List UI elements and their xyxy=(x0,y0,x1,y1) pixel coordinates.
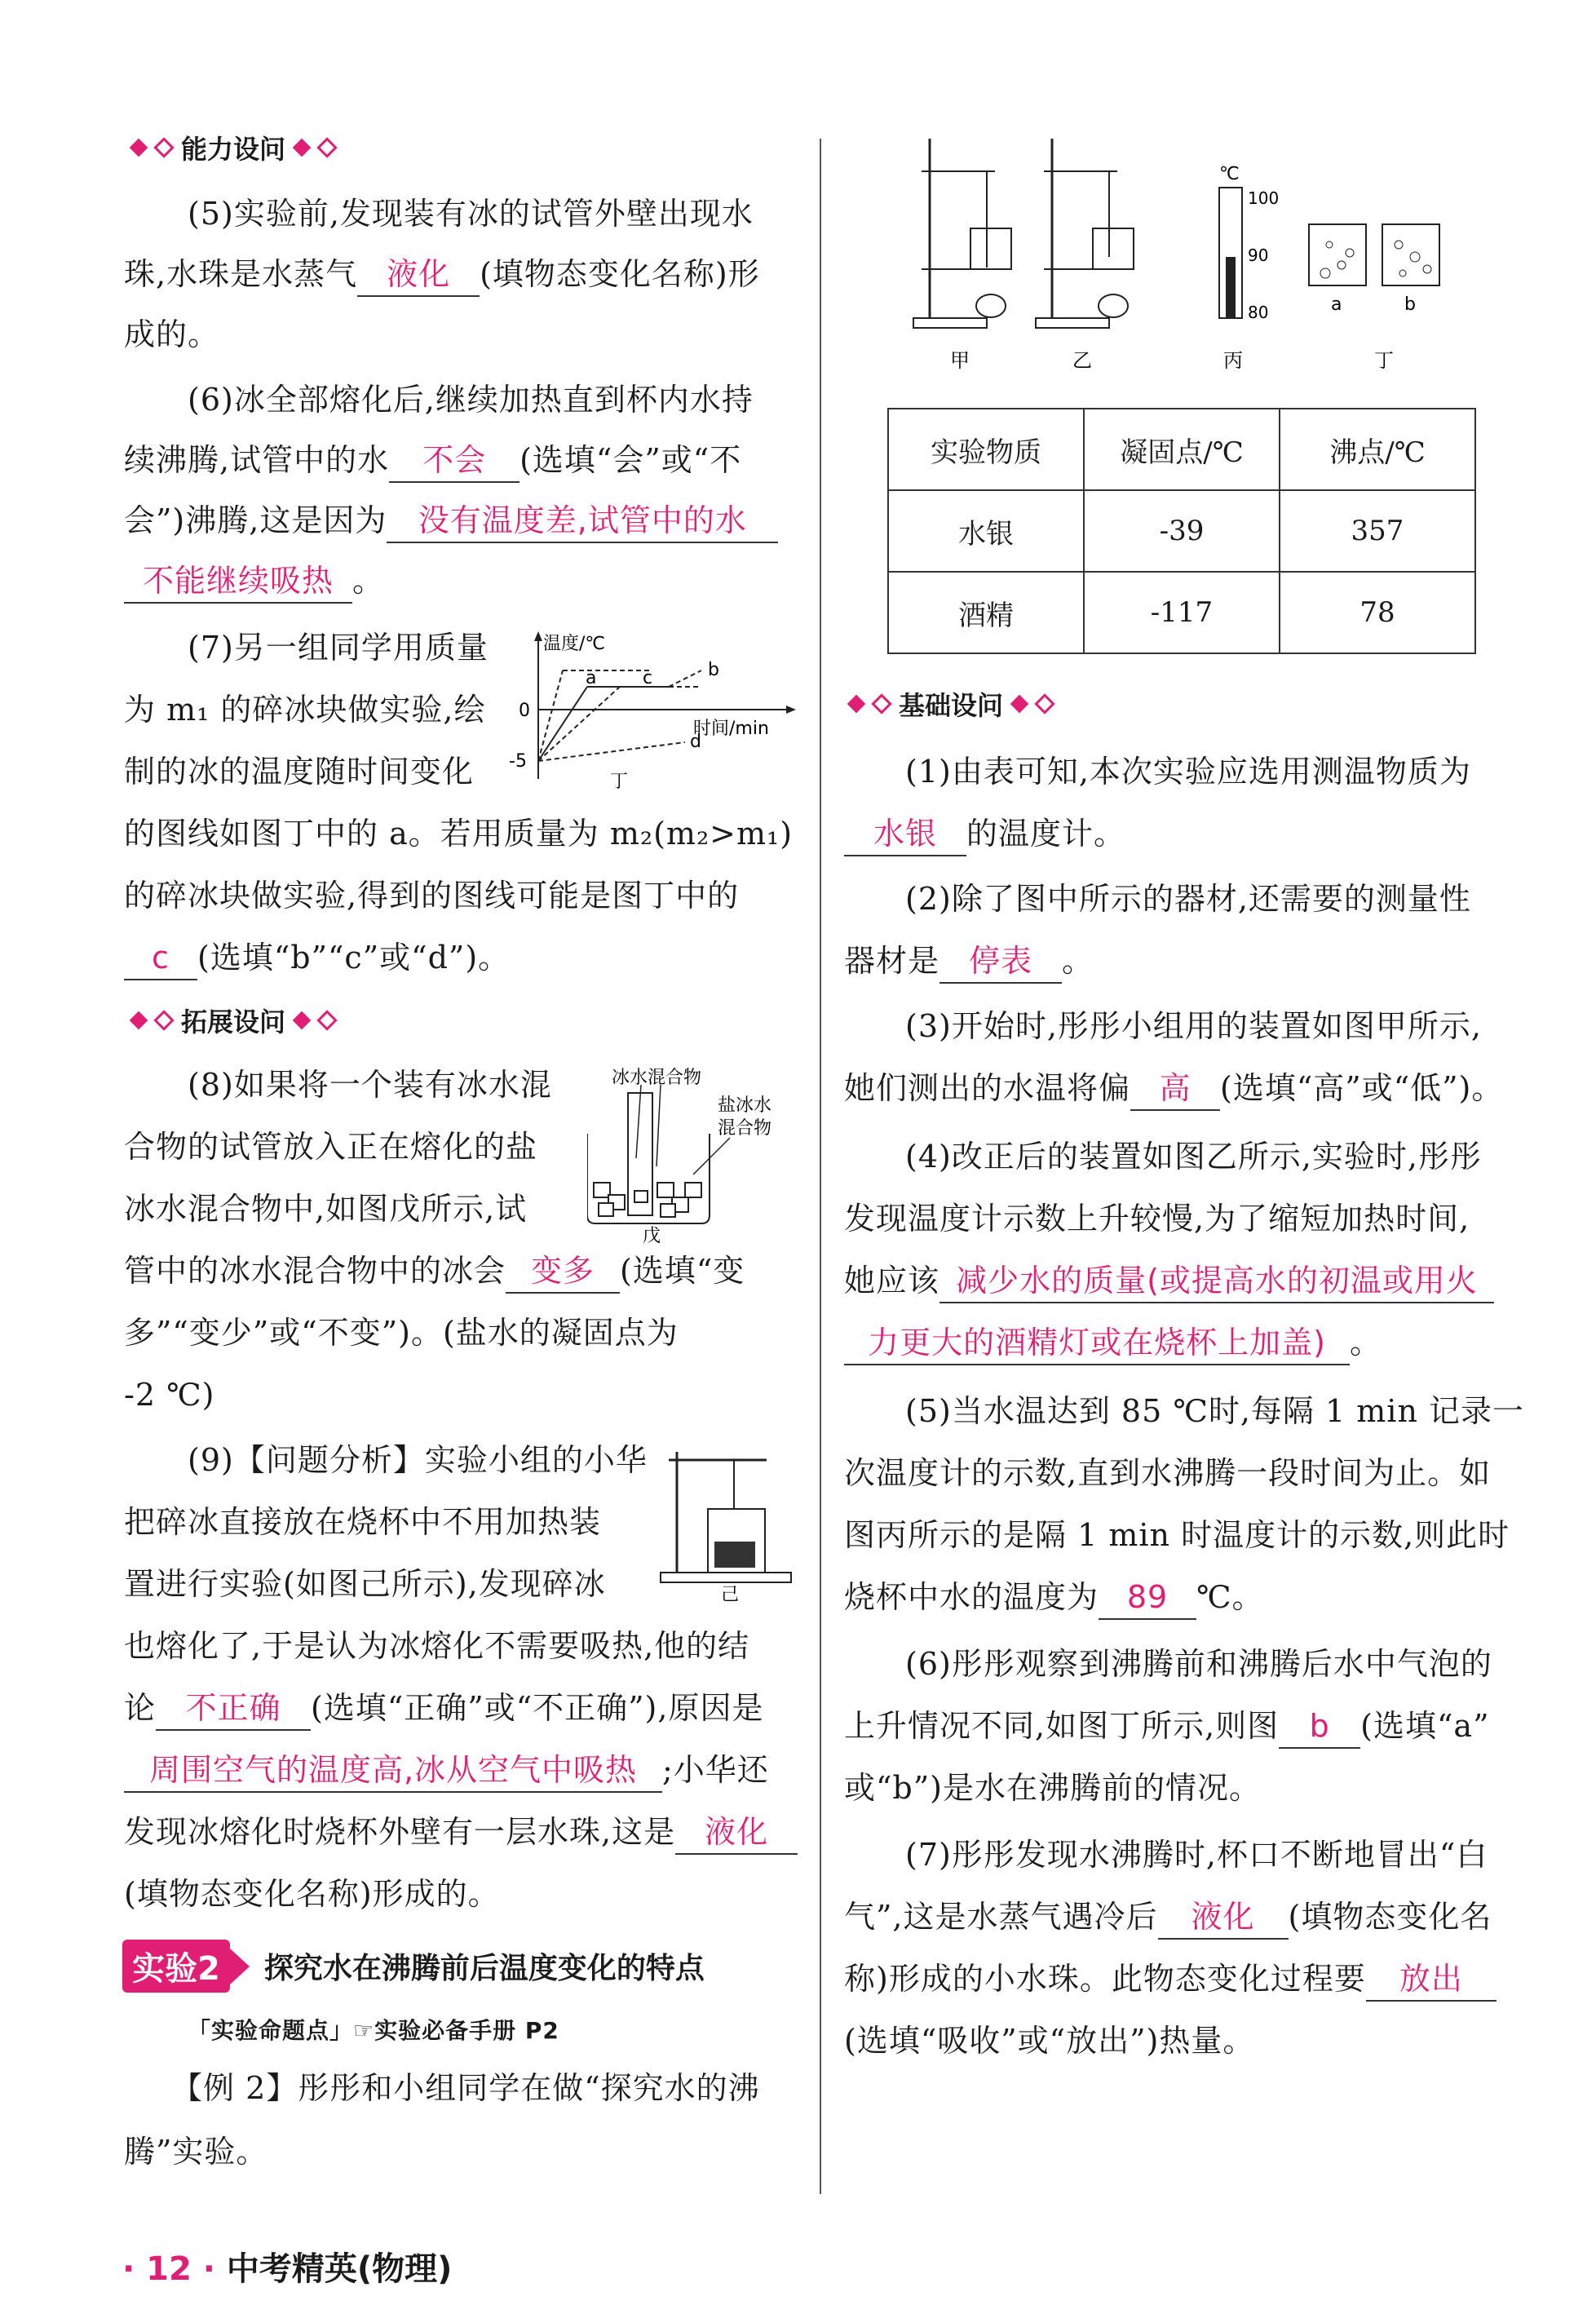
svg-text:b: b xyxy=(1404,294,1416,315)
q7-line4: 的图线如图丁中的 a。若用质量为 m₂(m₂>m₁) xyxy=(124,816,794,852)
section-heading-basic xyxy=(848,685,1054,723)
diamond-icon xyxy=(293,139,312,157)
q8-line1: (8)如果将一个装有冰水混 xyxy=(188,1067,552,1103)
q8-line6: -2 ℃) xyxy=(124,1377,215,1413)
svg-text:a: a xyxy=(586,668,597,688)
r-q2-line2: 器材是 停表 。 xyxy=(844,936,1094,985)
r-q4-line3: 她应该 减少水的质量(或提高水的初温或用火 xyxy=(844,1256,1494,1305)
graph-line-a xyxy=(538,687,587,761)
svg-text:℃: ℃ xyxy=(1219,164,1240,184)
diamond-icon xyxy=(130,1011,148,1030)
r-q6-line3: 或“b”)是水在沸腾前的情况。 xyxy=(844,1770,1262,1806)
diamond-icon xyxy=(847,695,866,714)
ice-salt-figure xyxy=(587,1060,807,1248)
r-q7-line3: 称)形成的小水珠。此物态变化过程要 放出 xyxy=(844,1954,1497,2003)
q8-line4: 管中的冰水混合物中的冰会 变多 (选填“变 xyxy=(124,1246,745,1295)
book-title: 中考精英(物理) xyxy=(226,2250,453,2288)
table-header-row xyxy=(888,409,1475,490)
example2-line2: 腾”实验。 xyxy=(124,2134,268,2170)
graph-ylabel: 温度/℃ xyxy=(543,634,606,654)
answer-blank: 不能继续吸热 xyxy=(124,560,352,604)
svg-text:a: a xyxy=(1331,294,1342,315)
q9-line8: (填物态变化名称)形成的。 xyxy=(124,1876,500,1912)
svg-text:d: d xyxy=(690,732,701,752)
q9-line7: 发现冰熔化时烧杯外壁有一层水珠,这是 液化 xyxy=(124,1807,798,1856)
q7-line1: (7)另一组同学用质量 xyxy=(188,630,489,666)
q7-line2: 为 m₁ 的碎冰块做实验,绘 xyxy=(124,692,486,728)
svg-text:己: 己 xyxy=(721,1585,740,1605)
apparatus-yi xyxy=(1036,139,1134,372)
answer-blank: 液化 xyxy=(357,253,480,297)
graph-xlabel: 时间/min xyxy=(693,719,769,739)
r-q5-line3: 图丙所示的是隔 1 min 时温度计的示数,则此时 xyxy=(844,1517,1510,1553)
q9-line4: 也熔化了,于是认为冰熔化不需要吸热,他的结 xyxy=(124,1628,750,1664)
r-q5-line2: 次温度计的示数,直到水沸腾一段时间为止。如 xyxy=(844,1455,1492,1491)
answer-blank: 水银 xyxy=(844,812,966,856)
q6-line4: 不能继续吸热 。 xyxy=(124,556,384,605)
r-q6-line1: (6)彤彤观察到沸腾前和沸腾后水中气泡的 xyxy=(905,1646,1492,1682)
q5-line1: (5)实验前,发现装有冰的试管外壁出现水 xyxy=(188,196,754,232)
example2-line1: 【例 2】彤彤和小组同学在做“探究水的沸 xyxy=(171,2070,760,2106)
r-q3-line2: 她们测出的水温将偏 高 (选填“高”或“低”)。 xyxy=(844,1064,1503,1113)
diamond-outline-icon xyxy=(153,137,174,157)
q9-line1: (9)【问题分析】实验小组的小华 xyxy=(188,1442,648,1478)
answer-blank: c xyxy=(124,936,197,980)
section-title: 拓展设问 xyxy=(181,1007,286,1037)
svg-text:盐冰水: 盐冰水 xyxy=(718,1095,772,1116)
q5-line2: 珠,水珠是水蒸气 液化 (填物态变化名称)形 xyxy=(124,250,760,299)
diamond-icon xyxy=(1010,695,1029,714)
table-cell: -117 xyxy=(1084,572,1280,653)
q9-line2: 把碎冰直接放在烧杯中不用加热装 xyxy=(124,1504,602,1540)
answer-blank: 没有温度差,试管中的水 xyxy=(387,499,778,543)
q7-line5: 的碎冰块做实验,得到的图线可能是图丁中的 xyxy=(124,878,740,914)
svg-text:c: c xyxy=(643,668,653,688)
q9-line5: 论 不正确 (选填“正确”或“不正确”),原因是 xyxy=(124,1683,763,1732)
svg-text:冰水混合物: 冰水混合物 xyxy=(612,1068,702,1088)
page-footer xyxy=(122,2243,452,2290)
q6-line1: (6)冰全部熔化后,继续加热直到杯内水持 xyxy=(188,382,754,418)
q7-line3: 制的冰的温度随时间变化 xyxy=(124,754,475,790)
answer-blank: 不会 xyxy=(389,439,519,483)
q9-line6: 周围空气的温度高,冰从空气中吸热 ;小华还 xyxy=(124,1745,769,1794)
beakers-ding xyxy=(1309,224,1439,372)
answer-blank: 液化 xyxy=(1158,1896,1289,1940)
r-q2-line1: (2)除了图中所示的器材,还需要的测量性 xyxy=(905,881,1471,917)
r-q4-line2: 发现温度计示数上升较慢,为了缩短加热时间, xyxy=(844,1201,1470,1237)
temperature-time-graph xyxy=(506,628,807,791)
table-header: 实验物质 xyxy=(888,409,1084,490)
svg-text:混合物: 混合物 xyxy=(718,1118,772,1139)
q7-line6: c (选填“b”“c”或“d”)。 xyxy=(124,933,510,982)
reference-note: 「实验命题点」☞实验必备手册 P2 xyxy=(188,2017,559,2044)
q6-line3: 会”)沸腾,这是因为 没有温度差,试管中的水 xyxy=(124,496,778,545)
graph-neg5: -5 xyxy=(509,751,527,772)
experiment-2-header xyxy=(122,1940,705,1993)
answer-blank: 89 xyxy=(1099,1576,1196,1620)
diamond-outline-icon xyxy=(1034,693,1054,714)
play-arrow-icon xyxy=(230,1949,250,1984)
page-number: · 12 · xyxy=(122,2250,215,2288)
svg-text:甲: 甲 xyxy=(950,349,970,372)
r-q4-line1: (4)改正后的装置如图乙所示,实验时,彤彤 xyxy=(905,1139,1482,1175)
diamond-outline-icon xyxy=(871,693,891,714)
section-heading-ability xyxy=(130,129,336,166)
answer-blank: 高 xyxy=(1130,1067,1220,1111)
r-q4-line4: 力更大的酒精灯或在烧杯上加盖) 。 xyxy=(844,1318,1382,1367)
svg-text:b: b xyxy=(708,660,719,680)
diamond-outline-icon xyxy=(316,137,337,157)
answer-blank: 周围空气的温度高,冰从空气中吸热 xyxy=(124,1749,662,1793)
table-cell: 酒精 xyxy=(888,572,1084,653)
answer-blank: 放出 xyxy=(1366,1958,1497,2002)
q9-line3: 置进行实验(如图己所示),发现碎冰 xyxy=(124,1566,606,1602)
section-title: 基础设问 xyxy=(899,690,1004,721)
answer-blank: 不正确 xyxy=(156,1687,311,1731)
svg-text:80: 80 xyxy=(1248,303,1269,322)
section-title: 能力设问 xyxy=(181,134,286,165)
r-q1-line2: 水银 的温度计。 xyxy=(844,809,1125,858)
graph-zero: 0 xyxy=(519,701,530,721)
answer-blank: 力更大的酒精灯或在烧杯上加盖) xyxy=(844,1321,1350,1365)
r-q1-line1: (1)由表可知,本次实验应选用测温物质为 xyxy=(905,754,1471,790)
r-q6-line2: 上升情况不同,如图丁所示,则图 b (选填“a” xyxy=(844,1701,1490,1750)
apparatus-jia xyxy=(913,139,1011,372)
diamond-outline-icon xyxy=(153,1010,174,1030)
svg-text:戊: 戊 xyxy=(643,1226,661,1246)
experiment-tag: 实验2 xyxy=(122,1940,230,1993)
table-row xyxy=(888,490,1475,572)
table-cell: -39 xyxy=(1084,490,1280,572)
table-header: 凝固点/℃ xyxy=(1084,409,1280,490)
r-q7-line1: (7)彤彤发现水沸腾时,杯口不断地冒出“白 xyxy=(905,1837,1488,1873)
section-heading-extension xyxy=(130,1002,336,1039)
graph-line-b xyxy=(538,670,563,761)
table-cell: 78 xyxy=(1280,572,1475,653)
answer-blank: 停表 xyxy=(939,940,1062,984)
r-q3-line1: (3)开始时,彤彤小组用的装置如图甲所示, xyxy=(905,1008,1482,1044)
r-q5-line1: (5)当水温达到 85 ℃时,每隔 1 min 记录一 xyxy=(905,1393,1525,1429)
q5-line3: 成的。 xyxy=(124,316,220,352)
substance-table xyxy=(887,408,1476,654)
svg-text:100: 100 xyxy=(1248,188,1280,208)
graph-line-d xyxy=(538,742,685,761)
experiment-title: 探究水在沸腾前后温度变化的特点 xyxy=(263,1952,705,1985)
table-row xyxy=(888,572,1475,653)
column-divider xyxy=(820,139,821,2194)
answer-blank: 液化 xyxy=(675,1811,798,1855)
q8-line3: 冰水混合物中,如图戊所示,试 xyxy=(124,1191,528,1227)
thermometer-bing xyxy=(1219,164,1279,372)
q8-line2: 合物的试管放入正在熔化的盐 xyxy=(124,1129,538,1165)
answer-blank: 变多 xyxy=(506,1250,620,1294)
beaker-stand-figure xyxy=(644,1436,807,1607)
svg-text:丙: 丙 xyxy=(1223,349,1243,372)
apparatus-figures xyxy=(905,122,1476,392)
table-cell: 357 xyxy=(1280,490,1475,572)
svg-text:丁: 丁 xyxy=(1374,349,1394,372)
q8-line5: 多”“变少”或“不变”)。(盐水的凝固点为 xyxy=(124,1315,679,1351)
graph-caption: 丁 xyxy=(610,772,629,791)
svg-text:乙: 乙 xyxy=(1072,349,1092,372)
table-cell: 水银 xyxy=(888,490,1084,572)
diamond-icon xyxy=(130,139,148,157)
svg-text:90: 90 xyxy=(1248,246,1269,265)
r-q5-line4: 烧杯中水的温度为 89 ℃。 xyxy=(844,1573,1264,1621)
answer-blank: 减少水的质量(或提高水的初温或用火 xyxy=(939,1259,1494,1303)
r-q7-line2: 气”,这是水蒸气遇冷后 液化 (填物态变化名 xyxy=(844,1892,1492,1941)
diamond-outline-icon xyxy=(316,1010,337,1030)
r-q7-line4: (选填“吸收”或“放出”)热量。 xyxy=(844,2023,1255,2059)
diamond-icon xyxy=(293,1011,312,1030)
q6-line2: 续沸腾,试管中的水 不会 (选填“会”或“不 xyxy=(124,436,741,484)
answer-blank: b xyxy=(1279,1705,1360,1749)
table-header: 沸点/℃ xyxy=(1280,409,1475,490)
